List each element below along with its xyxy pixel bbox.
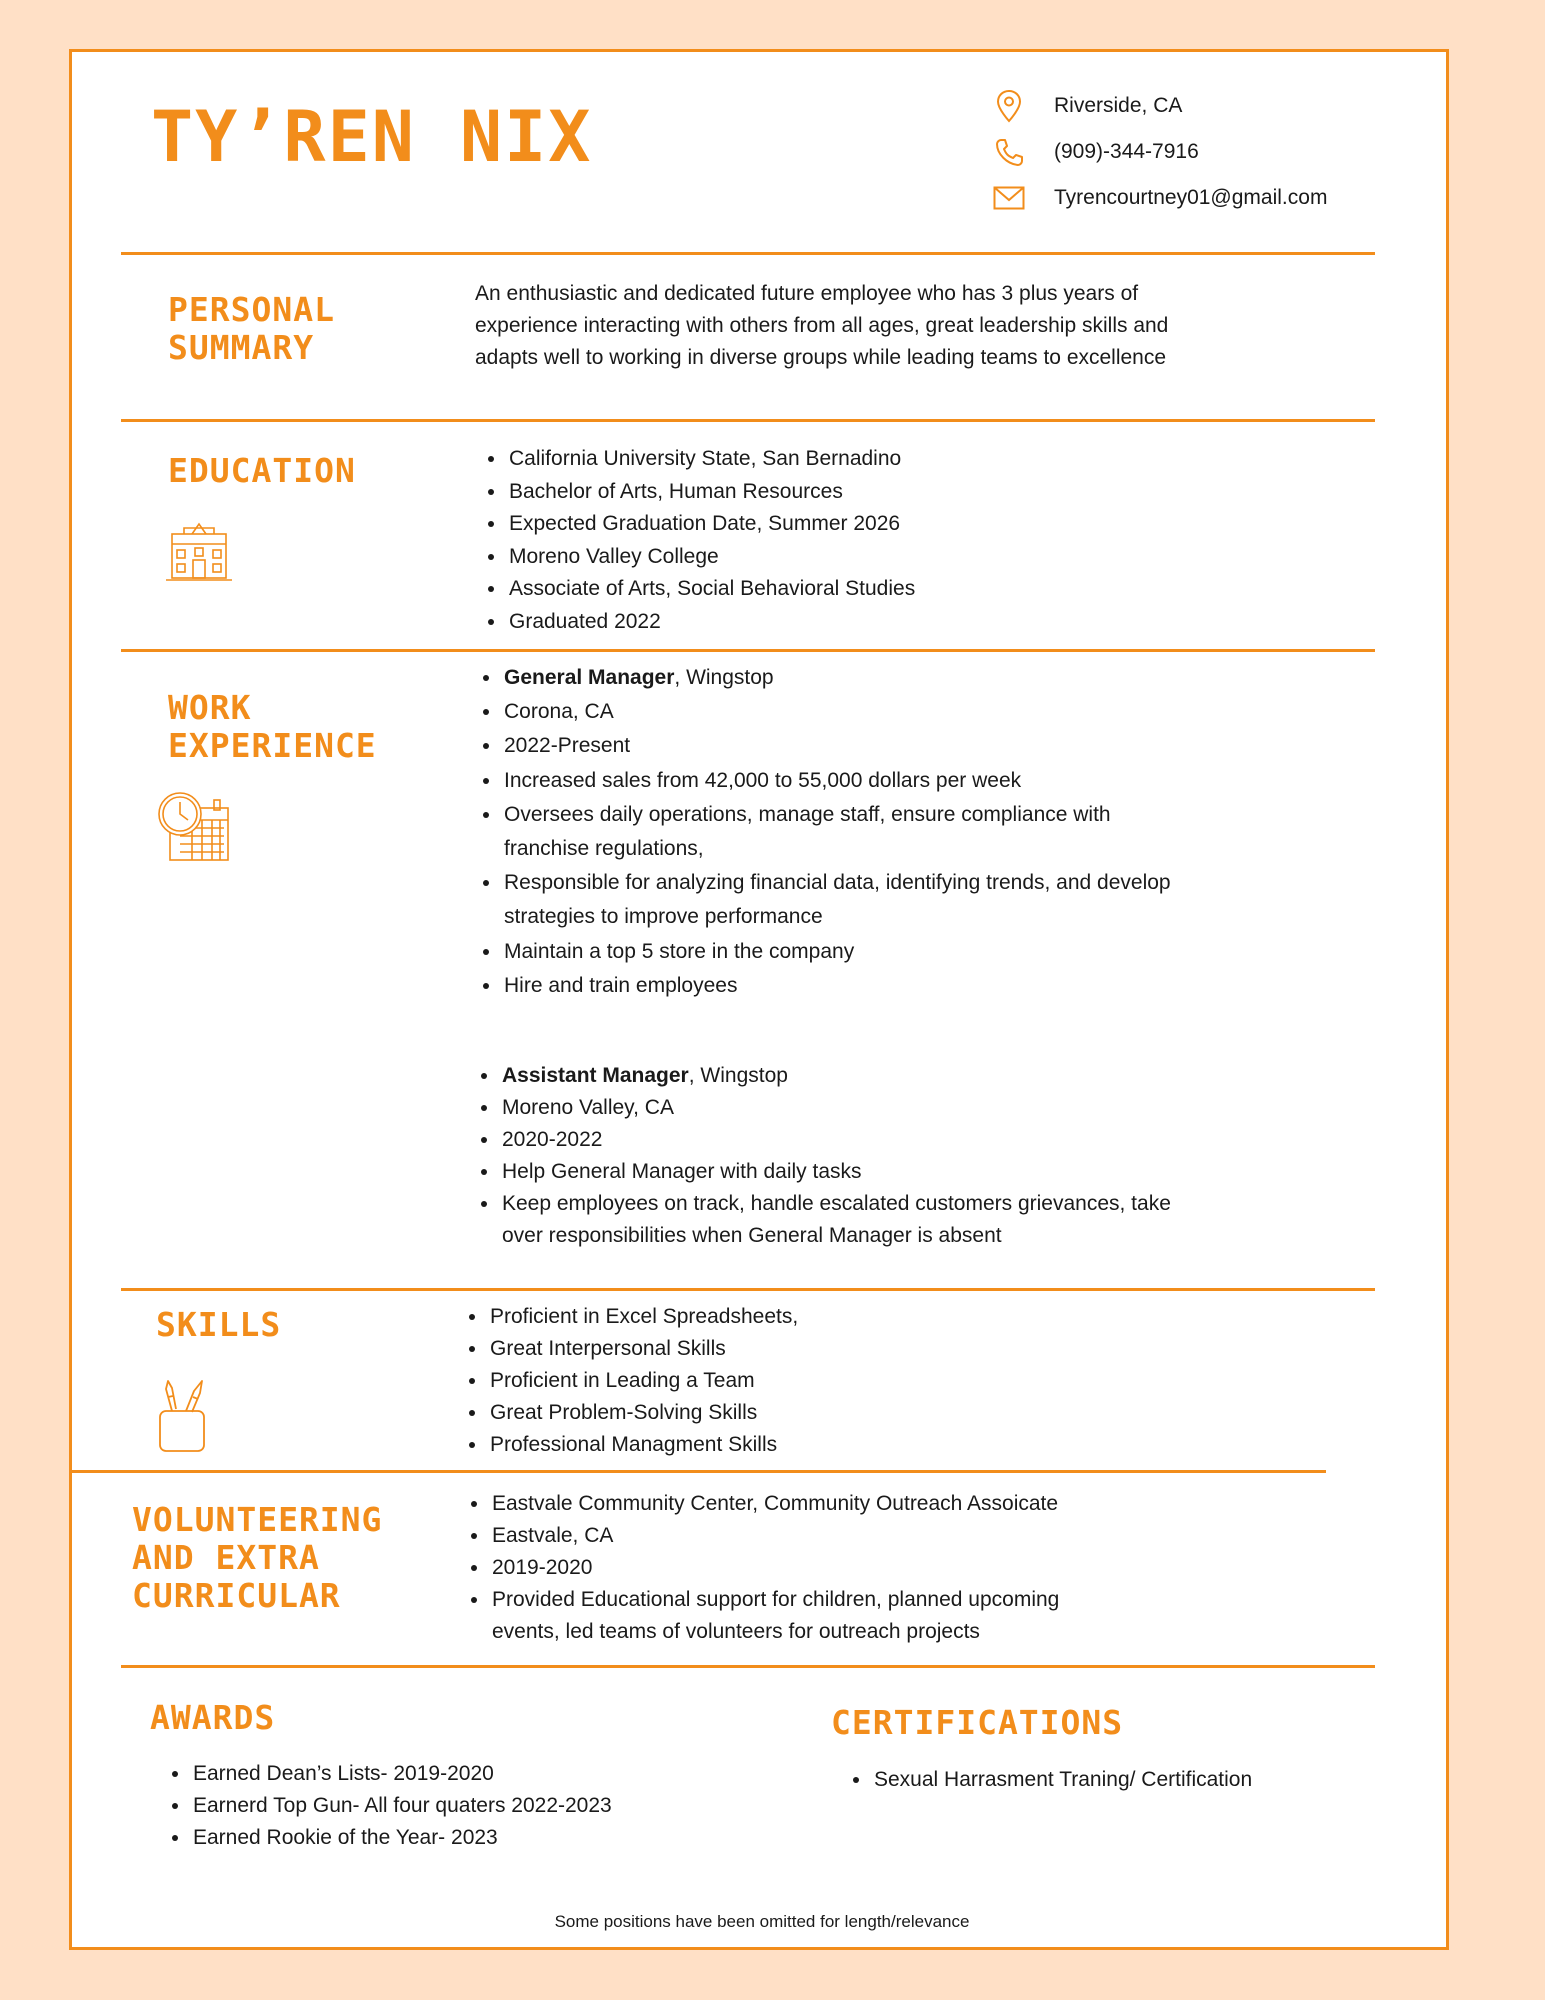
certifications-heading: CERTIFICATIONS	[831, 1703, 1124, 1742]
list-item: • Oversees daily operations, manage staff, ensure compliance with franchise regulations,	[502, 798, 1194, 866]
location-pin-icon	[992, 89, 1026, 123]
candidate-name: TY’REN NIX	[151, 96, 593, 178]
volunteering-list	[458, 1488, 1132, 1648]
contact-location-text: Riverside, CA	[1054, 94, 1183, 117]
summary-heading: PERSONAL SUMMARY	[168, 290, 335, 367]
list-item: • Expected Graduation Date, Summer 2026	[507, 508, 915, 541]
list-item: • 2022-Present	[502, 729, 1214, 763]
list-item: • Maintain a top 5 store in the company	[502, 935, 1214, 969]
list-item: • Provided Educational support for children, planned upcoming events, led teams of volunteers for outreach projects	[490, 1584, 1132, 1648]
job-title-item	[500, 1060, 1182, 1092]
list-item: • California University State, San Bernadino	[507, 443, 915, 476]
work-job1-list	[470, 661, 1214, 1003]
divider-skills	[69, 1470, 1326, 1473]
school-building-icon	[164, 520, 234, 589]
list-item: • Eastvale Community Center, Community Outreach Assoicate	[490, 1488, 1132, 1520]
awards-heading: AWARDS	[150, 1698, 276, 1737]
job-company: , Wingstop	[674, 666, 774, 689]
contact-email	[992, 180, 1327, 216]
list-item: • Proficient in Leading a Team	[488, 1365, 798, 1397]
list-item: • Bachelor of Arts, Human Resources	[507, 476, 915, 509]
divider-summary	[121, 419, 1375, 422]
job-company: , Wingstop	[688, 1064, 788, 1087]
list-item: • Great Interpersonal Skills	[488, 1333, 798, 1365]
list-item: • Corona, CA	[502, 695, 1214, 729]
job-title: Assistant Manager	[502, 1064, 689, 1087]
work-job2-list	[468, 1060, 1182, 1252]
phone-icon	[992, 135, 1026, 169]
list-item: • Graduated 2022	[507, 606, 915, 639]
list-item: • 2019-2020	[490, 1552, 1132, 1584]
job-title-item	[502, 661, 1214, 695]
awards-list	[159, 1758, 631, 1854]
skills-list	[456, 1301, 798, 1461]
contact-phone-text: (909)-344-7916	[1054, 140, 1199, 163]
list-item: • Great Problem-Solving Skills	[488, 1397, 798, 1429]
education-heading: EDUCATION	[168, 451, 356, 490]
brush-cup-icon	[156, 1375, 210, 1460]
certifications-list	[840, 1764, 1252, 1796]
education-list	[475, 443, 915, 638]
volunteering-heading: VOLUNTEERING AND EXTRA CURRICULAR	[132, 1500, 383, 1615]
mail-icon	[992, 181, 1026, 215]
list-item: • Earned Rookie of the Year- 2023	[191, 1822, 631, 1854]
contact-location	[992, 88, 1182, 124]
list-item: • Responsible for analyzing financial data, identifying trends, and develop strategies to improve performance	[502, 866, 1214, 934]
job-title: General Manager	[504, 666, 675, 689]
divider-education	[121, 649, 1375, 652]
list-item: • Earnerd Top Gun- All four quaters 2022-2023	[191, 1790, 631, 1822]
list-item: • Proficient in Excel Spreadsheets,	[488, 1301, 798, 1333]
skills-heading: SKILLS	[156, 1305, 282, 1344]
divider-volunteering	[121, 1665, 1375, 1668]
list-item: • Earned Dean’s Lists- 2019-2020	[191, 1758, 631, 1790]
clock-calendar-icon	[156, 790, 232, 869]
contact-phone	[992, 134, 1199, 170]
list-item: • Moreno Valley, CA	[500, 1092, 1182, 1124]
list-item: • Sexual Harrasment Traning/ Certification	[872, 1764, 1252, 1796]
list-item: • Help General Manager with daily tasks	[500, 1156, 1182, 1188]
list-item: • Hire and train employees	[502, 969, 1214, 1003]
resume-sheet	[69, 49, 1449, 1950]
list-item: • Eastvale, CA	[490, 1520, 1132, 1552]
list-item: • Keep employees on track, handle escalated customers grievances, take over responsibilities when General Manager is absent	[500, 1188, 1182, 1252]
summary-text: An enthusiastic and dedicated future employee who has 3 plus years of experience interacting with others from all ages, great leadership skills and adapts well to working in diverse groups while leading teams to excellence	[475, 282, 1169, 369]
footer-note: Some positions have been omitted for length/relevance	[554, 1912, 970, 1931]
contact-email-text: Tyrencourtney01@gmail.com	[1054, 186, 1328, 209]
list-item: • Associate of Arts, Social Behavioral Studies	[507, 573, 915, 606]
divider-work	[121, 1288, 1375, 1291]
list-item: • Professional Managment Skills	[488, 1429, 798, 1461]
divider-header	[121, 252, 1375, 255]
list-item: • Moreno Valley College	[507, 541, 915, 574]
list-item: • Increased sales from 42,000 to 55,000 dollars per week	[502, 764, 1214, 798]
list-item: • 2020-2022	[500, 1124, 1182, 1156]
work-heading: WORK EXPERIENCE	[168, 688, 377, 765]
